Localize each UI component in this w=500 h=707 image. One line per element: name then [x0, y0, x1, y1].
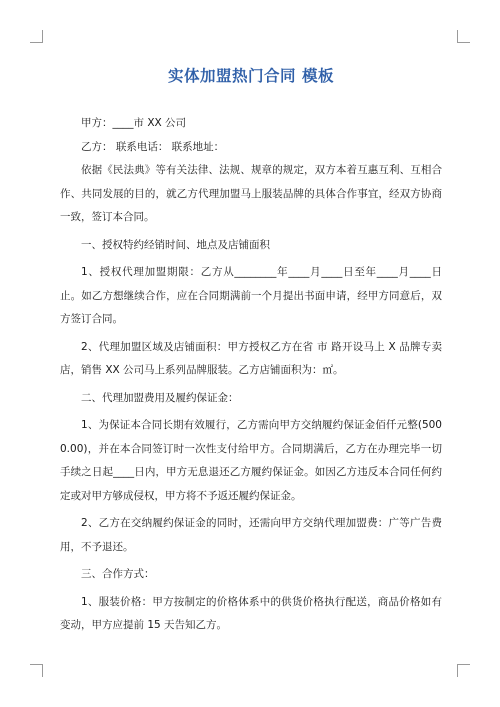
document-title: 实体加盟热门合同 模板	[168, 67, 334, 85]
party-a-line: 甲方：____市 XX 公司	[81, 117, 187, 129]
section-heading-3: 三、合作方式：	[81, 568, 155, 580]
clause-2-2: 2、乙方在交纳履约保证金的同时，还需向甲方交纳代理加盟费：广等广告费用，不予退还。	[60, 517, 442, 553]
document-page	[60, 58, 442, 638]
section-heading-1: 一、授权特约经销时间、地点及店铺面积	[81, 238, 270, 251]
page-corner-mark-top-left	[30, 30, 43, 43]
clause-1-2: 2、代理加盟区域及店铺面积：甲方授权乙方在省 市 路开设马上 X 品牌专卖店，销售 XX 公司马上系列品牌服装。乙方店铺面积为：㎡。	[60, 340, 442, 376]
clause-3-1: 1、服装价格：甲方按制定的价格体系中的供货价格执行配送，商品价格如有变动，甲方应提前 15 天告知乙方。	[60, 595, 442, 631]
page-corner-mark-bottom-right	[457, 664, 470, 677]
section-heading-2: 二、代理加盟费用及履约保证金：	[81, 391, 239, 404]
clause-2-1: 1、为保证本合同长期有效履行，乙方需向甲方交纳履约保证金佰仟元整(5000.00)，并在本合同签订时一次性支付给甲方。合同期满后，乙方在办理完毕一切手续之日起____日内，甲方无息退还乙方履约保证金。如因乙方违反本合同任何约定或对甲方够成侵权，甲方将不予返还履约保证金。	[60, 419, 442, 502]
page-corner-mark-bottom-left	[30, 664, 43, 677]
page-corner-mark-top-right	[457, 30, 470, 43]
party-b-line: 乙方： 联系电话： 联系地址：	[81, 140, 225, 153]
preamble-paragraph: 依据《民法典》等有关法律、法规、规章的规定，双方本着互惠互利、互相合作、共同发展的目的，就乙方代理加盟马上服装品牌的具体合作事宜，经双方协商一致，签订本合同。	[60, 164, 442, 223]
clause-1-1: 1、授权代理加盟期限：乙方从________年____月____日至年____月____日止。如乙方想继续合作，应在合同期满前一个月提出书面申请，经甲方同意后，双方签订合同。	[60, 266, 442, 325]
